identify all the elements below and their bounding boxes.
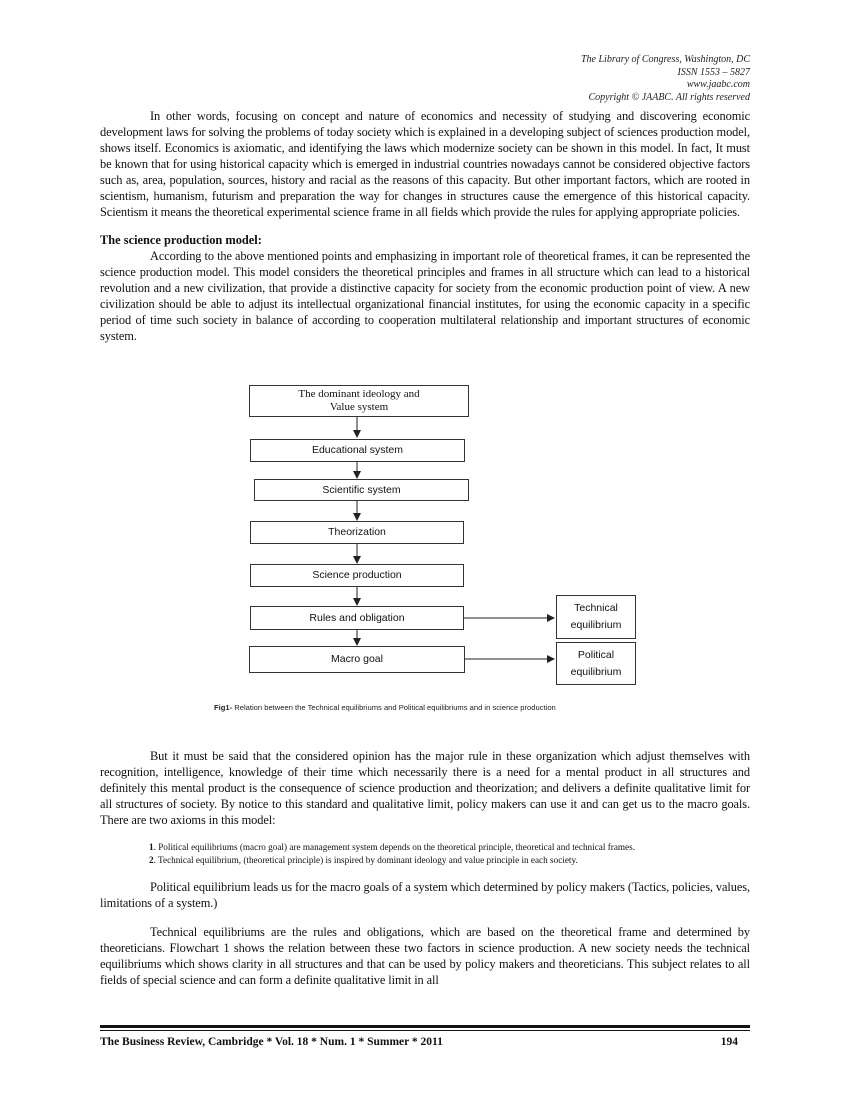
box-scientific-system [254, 479, 469, 501]
box-dominant-ideology [249, 385, 469, 417]
paragraph-5: Technical equilibriums are the rules and obligations, which are based on the theoretical frame and determined by theoreticians. Flowchart 1 shows the relation between these two factors in science production. A new society needs the technical equilibriums which shows clarity in all structures and that can be used by policy makers and theoreticians. This subject relates to all fields of special science and can form a definite qualitative limit in all [100, 925, 750, 987]
axiom-item [149, 854, 635, 867]
technical-line-1: Technical [574, 602, 618, 614]
box-educational-system [250, 439, 465, 462]
macro-label: Macro goal [331, 653, 383, 665]
box-rules-and-obligation [250, 606, 464, 630]
axiom-text: . Technical equilibrium, (theoretical principle) is inspired by dominant ideology and value principle in each society. [153, 855, 578, 865]
paragraph-4: Political equilibrium leads us for the macro goals of a system which determined by policy makers (Tactics, policies, values, limitations of a system.) [100, 880, 750, 910]
lower-text-2 [100, 879, 750, 911]
axioms-list [149, 841, 635, 867]
axiom-text: . Political equilibriums (macro goal) are management system depends on the theoretical principle, theoretical and technical frames. [153, 842, 635, 852]
ideology-line-1: The dominant ideology and [298, 388, 420, 400]
journal-header [581, 54, 750, 104]
paragraph-2: According to the above mentioned points and emphasizing in important role of theoretical frames, it can be represented the science production model. This model considers the theoretical principles and frames in all structure which can lead to a historical revolution and a new civilization, that provide a distinctive capacity for society from the economic production point of view. A new civilization should be able to adjust its intellectual organizational financial institutes, for using the economic capacity in a specific period of time such society in balance of according to cooperation multilateral relationship and important structures of economic system. [100, 249, 750, 343]
box-macro-goal [249, 646, 465, 673]
footer-journal: The Business Review, Cambridge * Vol. 18 * Num. 1 * Summer * 2011 [100, 1036, 443, 1048]
paragraph-3: But it must be said that the considered opinion has the major rule in these organization which adjust themselves with recognition, intelligence, knowledge of their time which necessarily there is a need for a mental product in all structures and definitely this mental product is the consequence of science production and theorization; and delivers a definite qualitative limit for all structures of society. By notice to this standard and qualitative limit, policy makers can use it and can get us to the macro goals. There are two axioms in this model: [100, 749, 750, 827]
theorization-label: Theorization [328, 526, 386, 538]
header-copyright: Copyright © JAABC. All rights reserved [588, 91, 750, 103]
axiom-item [149, 841, 635, 854]
paragraph-1: In other words, focusing on concept and nature of economics and necessity of studying and discovering economic development laws for solving the problems of today society which is explained in a developing subject of sciences production model, shows itself. Economics is axiomatic, and identifying the laws which modernize society can be shown in this model. In fact, It must be known that for using historical capacity which is emerged in industrial countries nowadays cannot be considered objective factors such as, area, population, sources, history and racial as the reasons of this capacity. But other important factors, which are rooted in scientism, humanism, futurism and preparation the way for changes in structures cause the emergence of this historical capacity. Scientism it means the theoretical experimental science frame in all fields which provide the rules for applying appropriate policies. [100, 109, 750, 219]
header-library: The Library of Congress, Washington, DC [580, 54, 750, 65]
rules-label: Rules and obligation [309, 611, 405, 624]
box-science-production [250, 564, 464, 587]
caption-label: Fig1- [214, 703, 233, 712]
box-political-equilibrium [556, 642, 636, 685]
lower-text-1 [100, 748, 750, 828]
header-website: www.jaabc.com [686, 79, 750, 90]
header-issn: ISSN 1553 – 5827 [677, 66, 750, 78]
political-line-1: Political [577, 648, 615, 661]
scientific-label: Scientific system [322, 483, 401, 496]
political-line-2: equilibrium [570, 665, 622, 678]
caption-text: Relation between the Technical equilibriums and Political equilibriums and in science production [232, 703, 556, 712]
ideology-line-2: Value system [329, 401, 389, 413]
science-production-label: Science production [312, 569, 402, 581]
footer-rule-thick [100, 1025, 750, 1028]
lower-text-3 [100, 924, 750, 988]
footer-rule-thin [100, 1030, 750, 1031]
page-number: 194 [720, 1036, 738, 1048]
upper-text [100, 108, 750, 344]
box-theorization [250, 521, 464, 544]
technical-line-2: equilibrium [570, 619, 622, 631]
educational-label: Educational system [311, 444, 404, 456]
section-heading: The science production model: [100, 233, 262, 247]
axiom-number: 2 [149, 855, 154, 865]
box-technical-equilibrium [556, 595, 636, 639]
axiom-number: 1 [149, 842, 154, 852]
figure-caption [214, 703, 556, 712]
